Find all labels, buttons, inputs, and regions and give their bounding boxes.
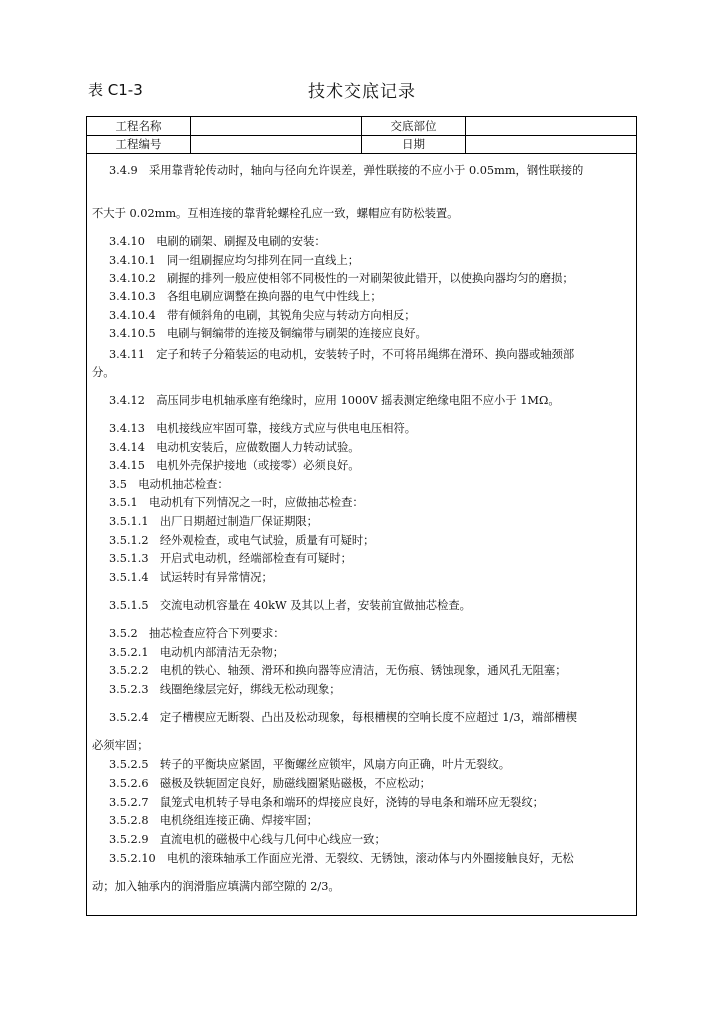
handover-part-label: 交底部位: [362, 117, 466, 135]
content-line: 不大于 0.02mm。互相连接的靠背轮螺栓孔应一致，螺帽应有防松装置。: [92, 207, 459, 220]
content-line: 3.5.2.1 电动机内部清洁无杂物；: [109, 646, 285, 659]
content-line: 3.5.2.2 电机的铁心、轴颈、滑环和换向器等应清洁，无伤痕、锈蚀现象，通风孔无阻塞；: [109, 664, 567, 677]
content-line: 3.4.13 电机接线应牢固可靠，接线方式应与供电电压相符。: [109, 422, 417, 435]
handover-content: [87, 154, 636, 914]
content-line: 3.5.2.8 电机绕组连接正确、焊接牢固；: [109, 814, 318, 827]
content-line: 3.5.2.7 鼠笼式电机转子导电条和端环的焊接应良好，浇铸的导电条和端环应无裂纹；: [109, 796, 544, 809]
content-line: 3.5.1.1 出厂日期超过制造厂保证期限；: [109, 515, 318, 528]
project-name-label: 工程名称: [87, 117, 191, 135]
content-line: 3.5.1 电动机有下列情况之一时，应做抽芯检查：: [109, 496, 364, 509]
content-line: 分。: [92, 366, 115, 379]
content-line: 3.4.10 电刷的刷架、刷握及电刷的安装：: [109, 235, 326, 248]
content-line: 3.4.10.1 同一组刷握应均匀排列在同一直线上；: [109, 254, 360, 267]
date-label: 日期: [362, 135, 466, 153]
content-line: 3.4.15 电机外壳保护接地（或接零）必须良好。: [109, 459, 360, 472]
form-code: 表 C1-3: [88, 81, 143, 99]
content-line: 3.4.14 电动机安装后，应做数圈人力转动试验。: [109, 441, 360, 454]
handover-part-field[interactable]: [466, 117, 637, 135]
content-line: 3.5.2.4 定子槽楔应无断裂、凸出及松动现象，每根槽楔的空响长度不应超过 1/3，端部槽楔: [109, 711, 577, 724]
content-line: 3.5.1.4 试运转时有异常情况；: [109, 571, 273, 584]
page-title: 技术交底记录: [308, 82, 416, 102]
content-line: 3.5.2 抽芯检查应符合下列要求：: [109, 627, 285, 640]
content-line: 动；加入轴承内的润滑脂应填满内部空隙的 2/3。: [92, 880, 340, 893]
info-row-2: [87, 135, 636, 154]
content-line: 3.4.10.2 刷握的排列一般应使相邻不同极性的一对刷架彼此错开，以使换向器均匀的磨损；: [109, 272, 574, 285]
project-no-field[interactable]: [191, 135, 362, 153]
content-line: 3.4.11 定子和转子分箱装运的电动机，安装转子时，不可将吊绳绑在滑环、换向器或轴颈部: [109, 348, 575, 361]
content-line: 3.4.9 采用靠背轮传动时，轴向与径向允许误差，弹性联接的不应小于 0.05mm，钢性联接的: [109, 164, 584, 177]
content-line: 必须牢固；: [92, 739, 149, 752]
content-line: 3.4.10.5 电刷与铜编带的连接及铜编带与刷架的连接应良好。: [109, 327, 427, 340]
info-row-1: [87, 117, 636, 136]
content-line: 3.5.2.5 转子的平衡块应紧固，平衡螺丝应锁牢，风扇方向正确，叶片无裂纹。: [109, 758, 511, 771]
project-name-field[interactable]: [191, 117, 362, 135]
content-line: 3.5.1.3 开启式电动机，经端部检查有可疑时；: [109, 552, 352, 565]
content-line: 3.5 电动机抽芯检查：: [109, 478, 229, 491]
content-line: 3.4.12 高压同步电机轴承座有绝缘时，应用 1000V 摇表测定绝缘电阻不应小于 1MΩ。: [109, 394, 560, 407]
project-no-label: 工程编号: [87, 135, 191, 153]
content-line: 3.5.2.6 磁极及铁轭固定良好，励磁线圈紧贴磁极，不应松动；: [109, 777, 431, 790]
content-line: 3.5.1.2 经外观检查，或电气试验，质量有可疑时；: [109, 534, 375, 547]
content-line: 3.4.10.3 各组电刷应调整在换向器的电气中性线上；: [109, 290, 382, 303]
content-line: 3.5.2.3 线圈绝缘层完好，绑线无松动现象；: [109, 683, 341, 696]
handover-record-sheet: [86, 116, 637, 916]
content-line: 3.5.2.10 电机的滚珠轴承工作面应光滑、无裂纹、无锈蚀，滚动体与内外圈接触良好，无松: [109, 852, 574, 865]
content-line: 3.5.1.5 交流电动机容量在 40kW 及其以上者，安装前宜做抽芯检查。: [109, 599, 471, 612]
content-line: 3.5.2.9 直流电机的磁极中心线与几何中心线应一致；: [109, 833, 386, 846]
date-field[interactable]: [466, 135, 637, 153]
content-line: 3.4.10.4 带有倾斜角的电刷，其锐角尖应与转动方向相反；: [109, 309, 416, 322]
